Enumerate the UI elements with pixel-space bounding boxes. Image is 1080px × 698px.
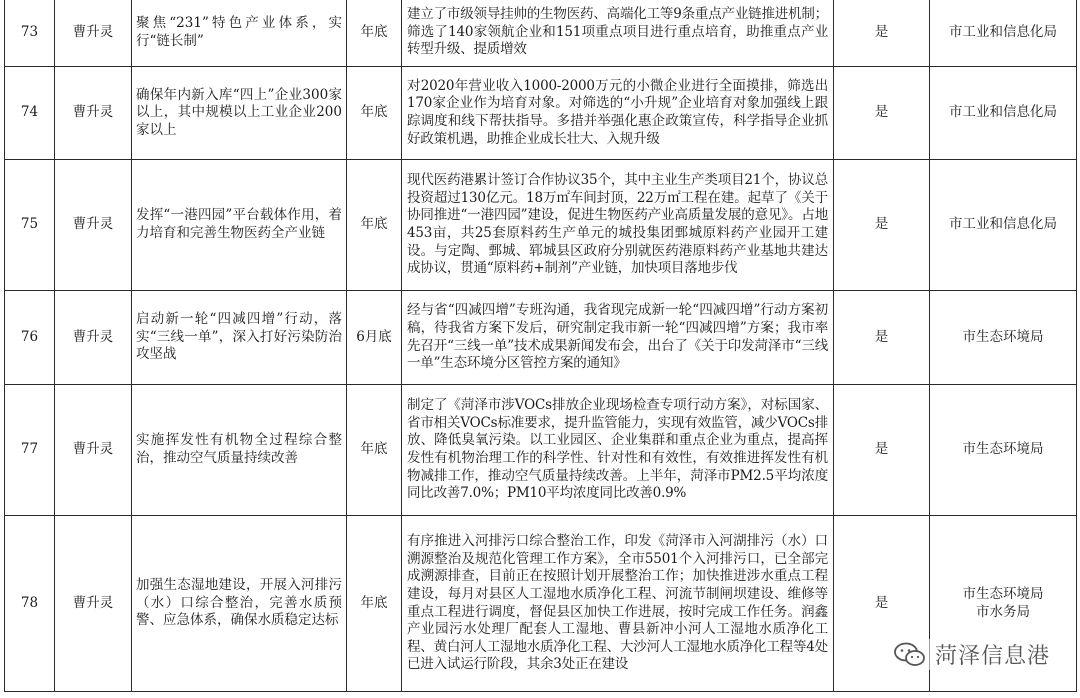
table-row bbox=[5, 0, 1077, 67]
progress-text: 现代医药港累计签订合作协议35个，其中主业生产类项目21个，协议总投资超过130亿元。18万㎡车间封顶，22万㎡工程在建。起草了《关于协同推进“一港四园”建设，促进生物医药产业高质量发展的意见》。占地453亩，共25套原料药生产单元的城投集团鄄城原料药产业园开工建设。与定陶、鄄城、郓城县区政府分别就医药港原料药产业基地共建达成协议，贯通“原料药+制剂”产业链，加快项目落地步伐 bbox=[402, 160, 834, 291]
responsible-dept bbox=[930, 160, 1077, 291]
dept-name: 市工业和信息化局 bbox=[949, 216, 1057, 233]
deadline: 年底 bbox=[347, 160, 402, 291]
completion-status: 是 bbox=[834, 516, 930, 692]
progress-text: 有序推进入河排污口综合整治工作，印发《菏泽市入河湖排污（水）口溯源整治及规范化管理工作方案》，全市5501个入河排污口，已全部完成溯源排查，目前正在按照计划开展整治工作；加快推进涉水重点工程建设，每月对县区人工湿地水质净化工程、河流节制闸坝建设、维修等重点工程进行调度，督促县区加快工作进展，按时完成工作任务。润鑫产业园污水处理厂配套人工湿地、曹县新冲小河人工湿地水质净化工程、黄白河人工湿地水质净化工程、大沙河人工湿地水质净化工程等4处已进入试运行阶段，其余3处正在建设 bbox=[402, 516, 834, 692]
dept-name: 市工业和信息化局 bbox=[949, 23, 1057, 40]
lead-official: 曹升灵 bbox=[55, 385, 132, 516]
table-row bbox=[5, 291, 1077, 385]
responsible-dept bbox=[930, 67, 1077, 160]
responsible-dept bbox=[930, 0, 1077, 67]
task-description: 加强生态湿地建设，开展入河排污（水）口综合整治，完善水质预警、应急体系，确保水质稳定达标 bbox=[132, 516, 347, 692]
watermark bbox=[893, 639, 1050, 670]
dept-name: 市生态环境局 bbox=[962, 328, 1044, 345]
task-table bbox=[4, 0, 1077, 692]
task-description: 实施挥发性有机物全过程综合整治，推动空气质量持续改善 bbox=[132, 385, 347, 516]
deadline: 年底 bbox=[347, 516, 402, 692]
progress-text: 制定了《菏泽市涉VOCs排放企业现场检查专项行动方案》，对标国家、省市相关VOCs标准要求，提升监管能力，实现有效监管，减少VOCs排放、降低臭氧污染。以工业园区、企业集群和重点企业为重点，提高挥发性有机物治理工作的科学性、针对性和有效性，有效推进挥发性有机物减排工作，推动空气质量持续改善。上半年，菏泽市PM2.5平均浓度同比改善7.0%；PM10平均浓度同比改善0.9% bbox=[402, 385, 834, 516]
deadline: 年底 bbox=[347, 67, 402, 160]
completion-status: 是 bbox=[834, 291, 930, 385]
row-number: 77 bbox=[5, 385, 55, 516]
row-number: 76 bbox=[5, 291, 55, 385]
completion-status: 是 bbox=[834, 67, 930, 160]
dept-name: 市工业和信息化局 bbox=[949, 104, 1057, 121]
task-description: 启动新一轮“四减四增”行动，落实“三线一单”，深入打好污染防治攻坚战 bbox=[132, 291, 347, 385]
progress-text: 经与省“四减四增”专班沟通，我省现完成新一轮“四减四增”行动方案初稿，待我省方案下发后，研究制定我市新一轮“四减四增”方案；我市率先召开“三线一单”技术成果新闻发布会，出台了《关于印发菏泽市“三线一单”生态环境分区管控方案的通知》 bbox=[402, 291, 834, 385]
task-description: 聚焦“231”特色产业体系，实行“链长制” bbox=[132, 0, 347, 67]
deadline: 年底 bbox=[347, 0, 402, 67]
lead-official: 曹升灵 bbox=[55, 0, 132, 67]
lead-official: 曹升灵 bbox=[55, 160, 132, 291]
dept-name: 市水务局 bbox=[976, 603, 1030, 620]
watermark-text: 菏泽信息港 bbox=[934, 644, 1050, 669]
responsible-dept bbox=[930, 385, 1077, 516]
responsible-dept bbox=[930, 291, 1077, 385]
row-number: 73 bbox=[5, 0, 55, 67]
completion-status: 是 bbox=[834, 385, 930, 516]
table-row bbox=[5, 67, 1077, 160]
deadline: 年底 bbox=[347, 385, 402, 516]
progress-text: 建立了市级领导挂帅的生物医药、高端化工等9条重点产业链推进机制；筛选了140家领航企业和151项重点项目进行重点培育，助推重点产业转型升级、提质增效 bbox=[402, 0, 834, 67]
wechat-icon bbox=[893, 642, 927, 668]
lead-official: 曹升灵 bbox=[55, 67, 132, 160]
row-number: 74 bbox=[5, 67, 55, 160]
row-number: 78 bbox=[5, 516, 55, 692]
lead-official: 曹升灵 bbox=[55, 516, 132, 692]
completion-status: 是 bbox=[834, 0, 930, 67]
task-description: 发挥“一港四园”平台载体作用，着力培育和完善生物医药全产业链 bbox=[132, 160, 347, 291]
progress-text: 对2020年营业收入1000-2000万元的小微企业进行全面摸排，筛选出170家企业作为培育对象。对筛选的“小升规”企业培育对象加强线上跟踪调度和线下帮扶指导。多措并举强化惠企政策宣传，科学指导企业抓好政策机遇，助推企业成长壮大、入规升级 bbox=[402, 67, 834, 160]
deadline: 6月底 bbox=[347, 291, 402, 385]
lead-official: 曹升灵 bbox=[55, 291, 132, 385]
table-row bbox=[5, 385, 1077, 516]
completion-status: 是 bbox=[834, 160, 930, 291]
dept-name: 市生态环境局 bbox=[962, 585, 1044, 602]
dept-name: 市生态环境局 bbox=[962, 441, 1044, 458]
task-description: 确保年内新入库“四上”企业300家以上，其中规模以上工业企业200家以上 bbox=[132, 67, 347, 160]
row-number: 75 bbox=[5, 160, 55, 291]
table-row bbox=[5, 160, 1077, 291]
